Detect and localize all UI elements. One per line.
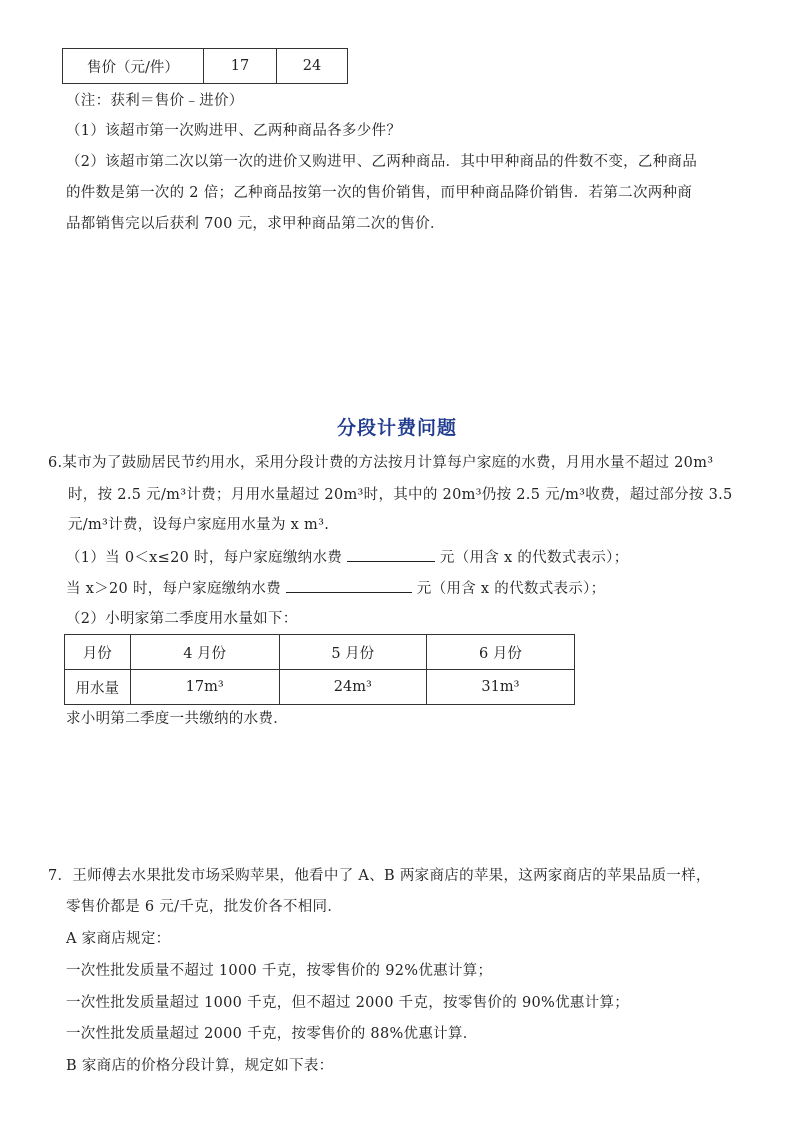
price-table-cell-b: 24: [276, 49, 347, 84]
q7-line7: B 家商店的价格分段计算，规定如下表：: [66, 1058, 334, 1074]
q6-part1-line2: [66, 578, 605, 599]
price-table-label: 售价（元/件）: [63, 49, 204, 84]
table-cell-may: 24m³: [279, 670, 426, 705]
q6-part1-text-d: 元（用含 x 的代数式表示）；: [416, 581, 606, 597]
water-usage-table: [64, 634, 575, 705]
q6-part1-text-a: （1）当 0＜x≤20 时，每户家庭缴纳水费: [66, 550, 343, 566]
q7-line1: 7．王师傅去水果批发市场采购苹果，他看中了 A、B 两家商店的苹果，这两家商店的苹果品质一样，: [48, 868, 711, 884]
table-cell-june: 31m³: [426, 670, 574, 705]
price-table-cell-a: 17: [203, 49, 276, 84]
answer-blank-2[interactable]: [286, 578, 412, 593]
q6-part1-text-b: 元（用含 x 的代数式表示）；: [439, 550, 629, 566]
table-header-june: 6 月份: [426, 635, 574, 670]
q7-line3: A 家商店规定：: [66, 931, 171, 947]
q7-line4: 一次性批发质量不超过 1000 千克，按零售价的 92%优惠计算；: [66, 963, 493, 979]
q6-part1-line1: [66, 547, 629, 568]
table-header-month: 月份: [65, 635, 131, 670]
table-row-label: 用水量: [65, 670, 131, 705]
q5-part1: （1）该超市第一次购进甲、乙两种商品各多少件？: [66, 123, 402, 139]
q7-line6: 一次性批发质量超过 2000 千克，按零售价的 88%优惠计算．: [66, 1026, 478, 1042]
q7-line2: 零售价都是 6 元/千克，批发价各不相同．: [66, 899, 343, 915]
q6-part1-text-c: 当 x＞20 时，每户家庭缴纳水费: [66, 581, 281, 597]
table-header-april: 4 月份: [130, 635, 279, 670]
table-header-may: 5 月份: [279, 635, 426, 670]
answer-blank-1[interactable]: [347, 547, 435, 562]
table-cell-april: 17m³: [130, 670, 279, 705]
profit-note: （注：获利＝售价﹣进价）: [66, 93, 244, 109]
q6-line2: 时，按 2.5 元/m³计费；月用水量超过 20m³时，其中的 20m³仍按 2.5 元/m³收费，超过部分按 3.5: [68, 487, 733, 503]
q5-part2-line3: 品都销售完以后获利 700 元，求甲种商品第二次的售价．: [66, 216, 445, 232]
q5-part2-line1: （2）该超市第二次以第一次的进价又购进甲、乙两种商品．其中甲种商品的件数不变，乙种商品: [66, 154, 698, 170]
price-table: [62, 48, 348, 84]
q6-line3: 元/m³计费，设每户家庭用水量为 x m³.: [68, 517, 330, 533]
q7-line5: 一次性批发质量超过 1000 千克，但不超过 2000 千克，按零售价的 90%优惠计算；: [66, 995, 630, 1011]
q5-part2-line2: 的件数是第一次的 2 倍；乙种商品按第一次的售价销售，而甲种商品降价销售．若第二次两种商: [66, 185, 693, 201]
q6-part2: （2）小明家第二季度用水量如下：: [66, 611, 298, 627]
q6-ask: 求小明第二季度一共缴纳的水费．: [66, 711, 288, 727]
section-title: 分段计费问题: [336, 417, 457, 439]
q6-line1: 6.某市为了鼓励居民节约用水，采用分段计费的方法按月计算每户家庭的水费，月用水量不超过 20m³: [48, 455, 714, 471]
